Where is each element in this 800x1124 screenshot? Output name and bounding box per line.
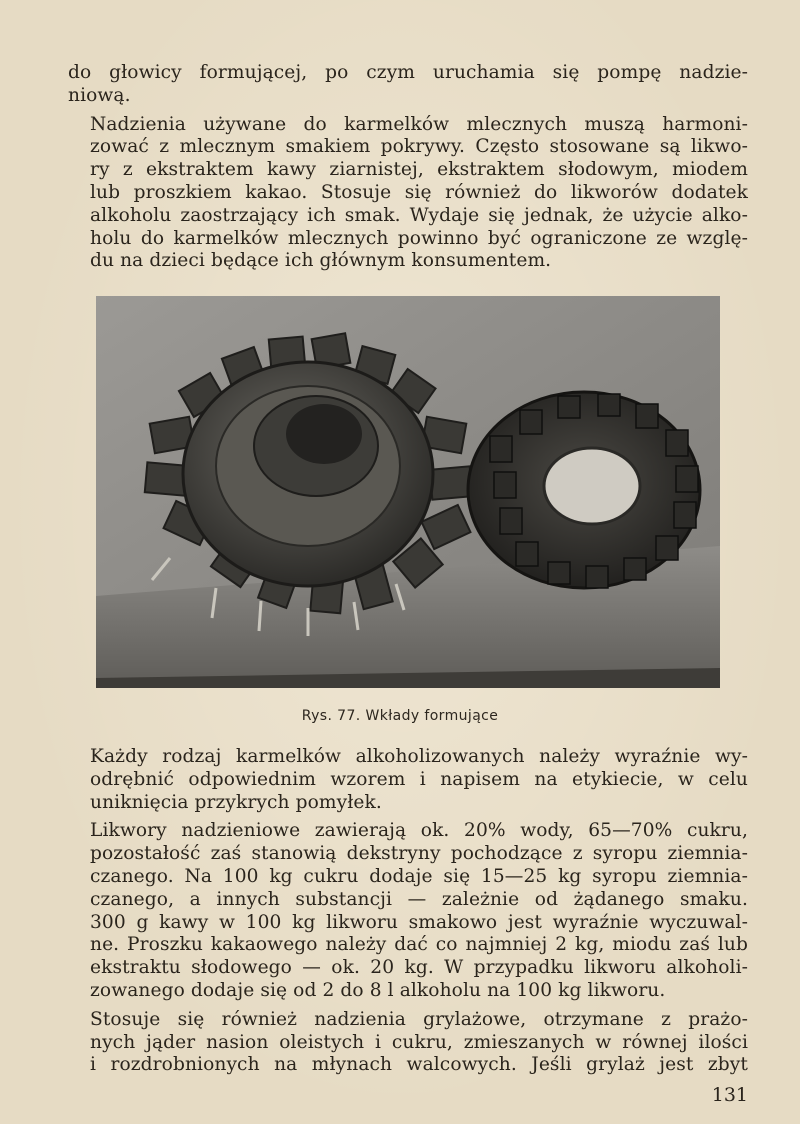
top-text-block: [68, 62, 748, 279]
text-line: do głowicy formującej, po czym uruchamia się pompę nadzie-: [68, 62, 748, 83]
text-line: alkoholu zaostrzający ich smak. Wydaje się jednak, że użycie alko-: [90, 204, 748, 226]
text-line: i rozdrobnionych na młynach walcowych. Jeśli grylaż jest zbyt: [90, 1054, 748, 1076]
text-line: du na dzieci będące ich głównym konsumentem.: [90, 250, 552, 272]
text-line: pozostałość zaś stanowią dekstryny pochodzące z syropu ziemnia-: [90, 843, 748, 865]
text-line: nych jąder nasion oleistych i cukru, zmieszanych w równej ilości: [90, 1031, 748, 1053]
text-line: ne. Proszku kakaowego należy dać co najmniej 2 kg, miodu zaś lub: [90, 934, 748, 956]
text-line: ekstraktu słodowego — ok. 20 kg. W przypadku likworu alkoholi-: [90, 957, 748, 979]
text-line: czanego, a innych substancji — zależnie od żądanego smaku.: [90, 888, 748, 910]
text-line: zowanego dodaje się od 2 do 8 l alkoholu na 100 kg likworu.: [90, 979, 666, 1001]
paragraph-4: [68, 820, 748, 1002]
paragraph-3: [68, 746, 748, 814]
figure-photo-forming-inserts: [96, 296, 720, 688]
text-line: Nadzienia używane do karmelków mlecznych muszą harmoni-: [90, 113, 748, 135]
right-forming-insert: [468, 392, 700, 588]
bottom-text-block: [68, 746, 748, 1083]
text-line: uniknięcia przykrych pomyłek.: [90, 791, 382, 813]
paragraph-2: [68, 114, 748, 274]
text-line: niową.: [68, 84, 131, 106]
text-line: lub proszkiem kakao. Stosuje się również do likworów dodatek: [90, 181, 748, 203]
text-line: czanego. Na 100 kg cukru dodaje się 15—25 kg syropu ziemnia-: [90, 865, 748, 887]
text-line: odrębnić odpowiednim wzorem i napisem na etykiecie, w celu: [90, 768, 748, 790]
text-line: 300 g kawy w 100 kg likworu smakowo jest wyraźnie wyczuwal-: [90, 911, 748, 933]
page-number: 131: [711, 1084, 748, 1106]
figure-caption: Rys. 77. Wkłady formujące: [301, 708, 499, 724]
text-line: Stosuje się również nadzienia grylażowe, otrzymane z prażo-: [90, 1008, 748, 1030]
paragraph-1: [68, 62, 748, 108]
text-line: Likwory nadzieniowe zawierają ok. 20% wody, 65—70% cukru,: [90, 820, 748, 842]
text-line: zować z mlecznym smakiem pokrywy. Często stosowane są likwo-: [90, 136, 748, 158]
text-line: ry z ekstraktem kawy ziarnistej, ekstraktem słodowym, miodem: [90, 159, 748, 181]
text-line: holu do karmelków mlecznych powinno być ograniczone ze wzglę-: [90, 227, 748, 249]
paragraph-5: [68, 1009, 748, 1077]
text-line: Każdy rodzaj karmelków alkoholizowanych należy wyraźnie wy-: [90, 746, 748, 767]
photo-illustration: [96, 296, 720, 688]
